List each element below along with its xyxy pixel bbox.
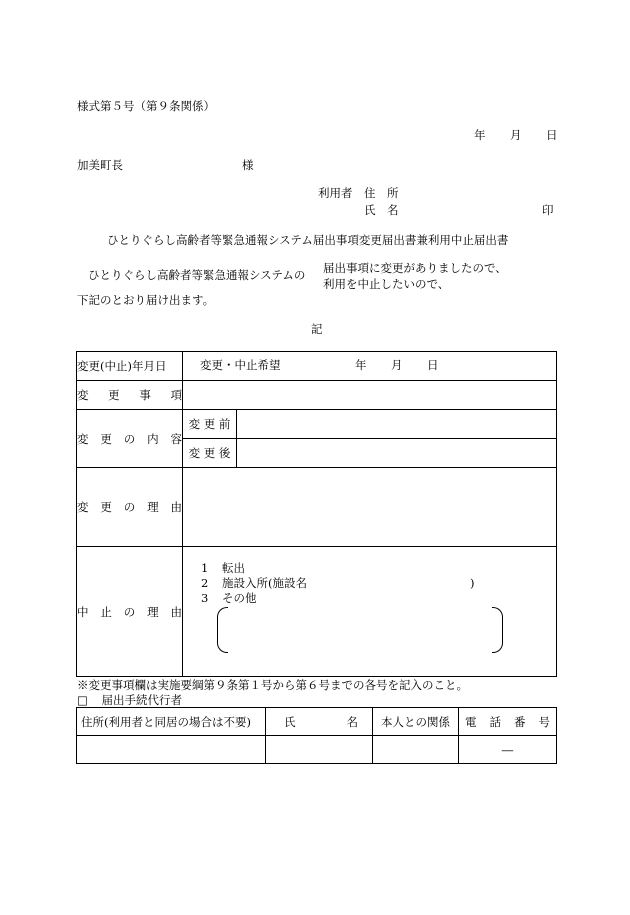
addressee-name: 加美町長 — [77, 158, 123, 172]
date-year-label: 年 — [474, 128, 486, 142]
stop-reason-3[interactable]: 3 その他 — [201, 591, 257, 605]
agent-name-header — [266, 708, 373, 736]
change-item-label-char-0: 変 — [77, 388, 89, 402]
after-field[interactable] — [237, 439, 557, 468]
left-bracket — [217, 607, 228, 653]
before-field[interactable] — [237, 410, 557, 439]
row-change-date — [77, 352, 557, 381]
desired-year: 年 — [355, 358, 367, 372]
row-content-before — [77, 410, 557, 439]
change-content-label-char-3: 内 — [147, 431, 159, 446]
change-reason-label-char-4: 由 — [170, 500, 182, 514]
change-item-label — [77, 381, 183, 410]
body-trail: 下記のとおり届け出ます。 — [77, 293, 215, 307]
agent-table — [76, 707, 557, 764]
agent-name-header-char-0: 氏 — [284, 714, 296, 729]
agent-phone-header-char-0: 電 — [465, 714, 477, 729]
change-date-field[interactable] — [183, 352, 557, 381]
change-reason-label-char-1: 更 — [100, 500, 112, 514]
change-reason-label-char-2: の — [123, 500, 136, 514]
desired-label: 変更・中止希望 — [200, 358, 281, 372]
change-item-label-char-3: 項 — [170, 388, 182, 402]
agent-label: 届出手続代行者 — [101, 693, 183, 707]
stop-reason-label-char-0: 中 — [77, 604, 89, 619]
agent-checkbox[interactable]: □ — [77, 693, 88, 707]
change-item-field[interactable] — [183, 381, 557, 410]
change-reason-label — [77, 468, 183, 547]
agent-header-row — [77, 708, 557, 736]
stop-reason-label — [77, 547, 183, 677]
other-reason-input[interactable] — [217, 607, 503, 653]
agent-value-row — [77, 736, 557, 764]
agent-address-field[interactable] — [77, 736, 266, 764]
row-change-reason — [77, 468, 557, 547]
change-date-label: 変更(中止)年月日 — [77, 352, 183, 381]
phone-dash: ― — [501, 742, 514, 757]
seal-mark: 印 — [542, 203, 554, 217]
change-item-label-char-2: 事 — [139, 388, 151, 402]
facility-close-paren: ) — [470, 576, 475, 590]
form-number: 様式第５号（第９条関係） — [77, 99, 215, 113]
stop-reason-label-char-2: の — [123, 604, 136, 619]
row-change-item — [77, 381, 557, 410]
agent-relation-field[interactable] — [373, 736, 459, 764]
addressee-honorific: 様 — [242, 158, 254, 172]
agent-phone-header — [459, 708, 557, 736]
date-day-label: 日 — [546, 128, 558, 142]
after-label: 変 更 後 — [183, 439, 237, 468]
right-bracket — [492, 607, 503, 653]
agent-phone-header-char-2: 番 — [514, 714, 526, 729]
agent-name-field[interactable] — [266, 736, 373, 764]
agent-relation-header: 本人との関係 — [373, 708, 459, 736]
change-content-label-char-2: の — [123, 431, 136, 446]
agent-phone-field[interactable] — [459, 736, 557, 764]
stop-reason-label-char-3: 理 — [147, 604, 159, 619]
desired-month: 月 — [391, 358, 403, 372]
stop-reason-1[interactable]: 1 転出 — [201, 561, 245, 575]
body-lead: ひとりぐらし高齢者等緊急通報システムの — [88, 268, 306, 282]
date-month-label: 月 — [510, 128, 522, 142]
applicant-name-label: 氏 名 — [364, 203, 399, 217]
change-content-label-char-1: 更 — [100, 431, 112, 446]
stop-reason-2[interactable]: 2 施設入所(施設名 — [201, 576, 307, 590]
stop-reason-label-char-1: 止 — [100, 604, 112, 619]
stop-reason-label-char-4: 由 — [170, 604, 182, 619]
body-option-change: 届出事項に変更がありましたので、 — [323, 261, 507, 275]
change-content-label-char-0: 変 — [77, 431, 89, 446]
applicant-address-label: 住 所 — [364, 186, 399, 200]
change-content-label-char-4: 容 — [170, 431, 182, 446]
change-reason-label-char-3: 理 — [147, 500, 159, 514]
record-mark: 記 — [311, 322, 323, 336]
applicant-label: 利用者 — [318, 186, 353, 200]
change-reason-field[interactable] — [183, 468, 557, 547]
agent-address-header: 住所(利用者と同居の場合は不要) — [77, 708, 266, 736]
before-label: 変 更 前 — [183, 410, 237, 439]
agent-heading — [77, 695, 182, 707]
document-title: ひとりぐらし高齢者等緊急通報システム届出事項変更届出書兼利用中止届出書 — [107, 233, 509, 247]
change-item-label-char-1: 更 — [108, 388, 120, 402]
agent-name-header-char-1: 名 — [346, 714, 358, 729]
desired-day: 日 — [427, 358, 439, 372]
agent-phone-header-char-1: 話 — [489, 714, 501, 729]
change-reason-label-char-0: 変 — [77, 500, 89, 514]
body-option-stop: 利用を中止したいので、 — [323, 277, 450, 291]
note-text: ※変更事項欄は実施要綱第９条第１号から第６号までの各号を記入のこと。 — [77, 678, 468, 692]
change-content-label — [77, 410, 183, 468]
agent-phone-header-char-3: 号 — [538, 714, 550, 729]
